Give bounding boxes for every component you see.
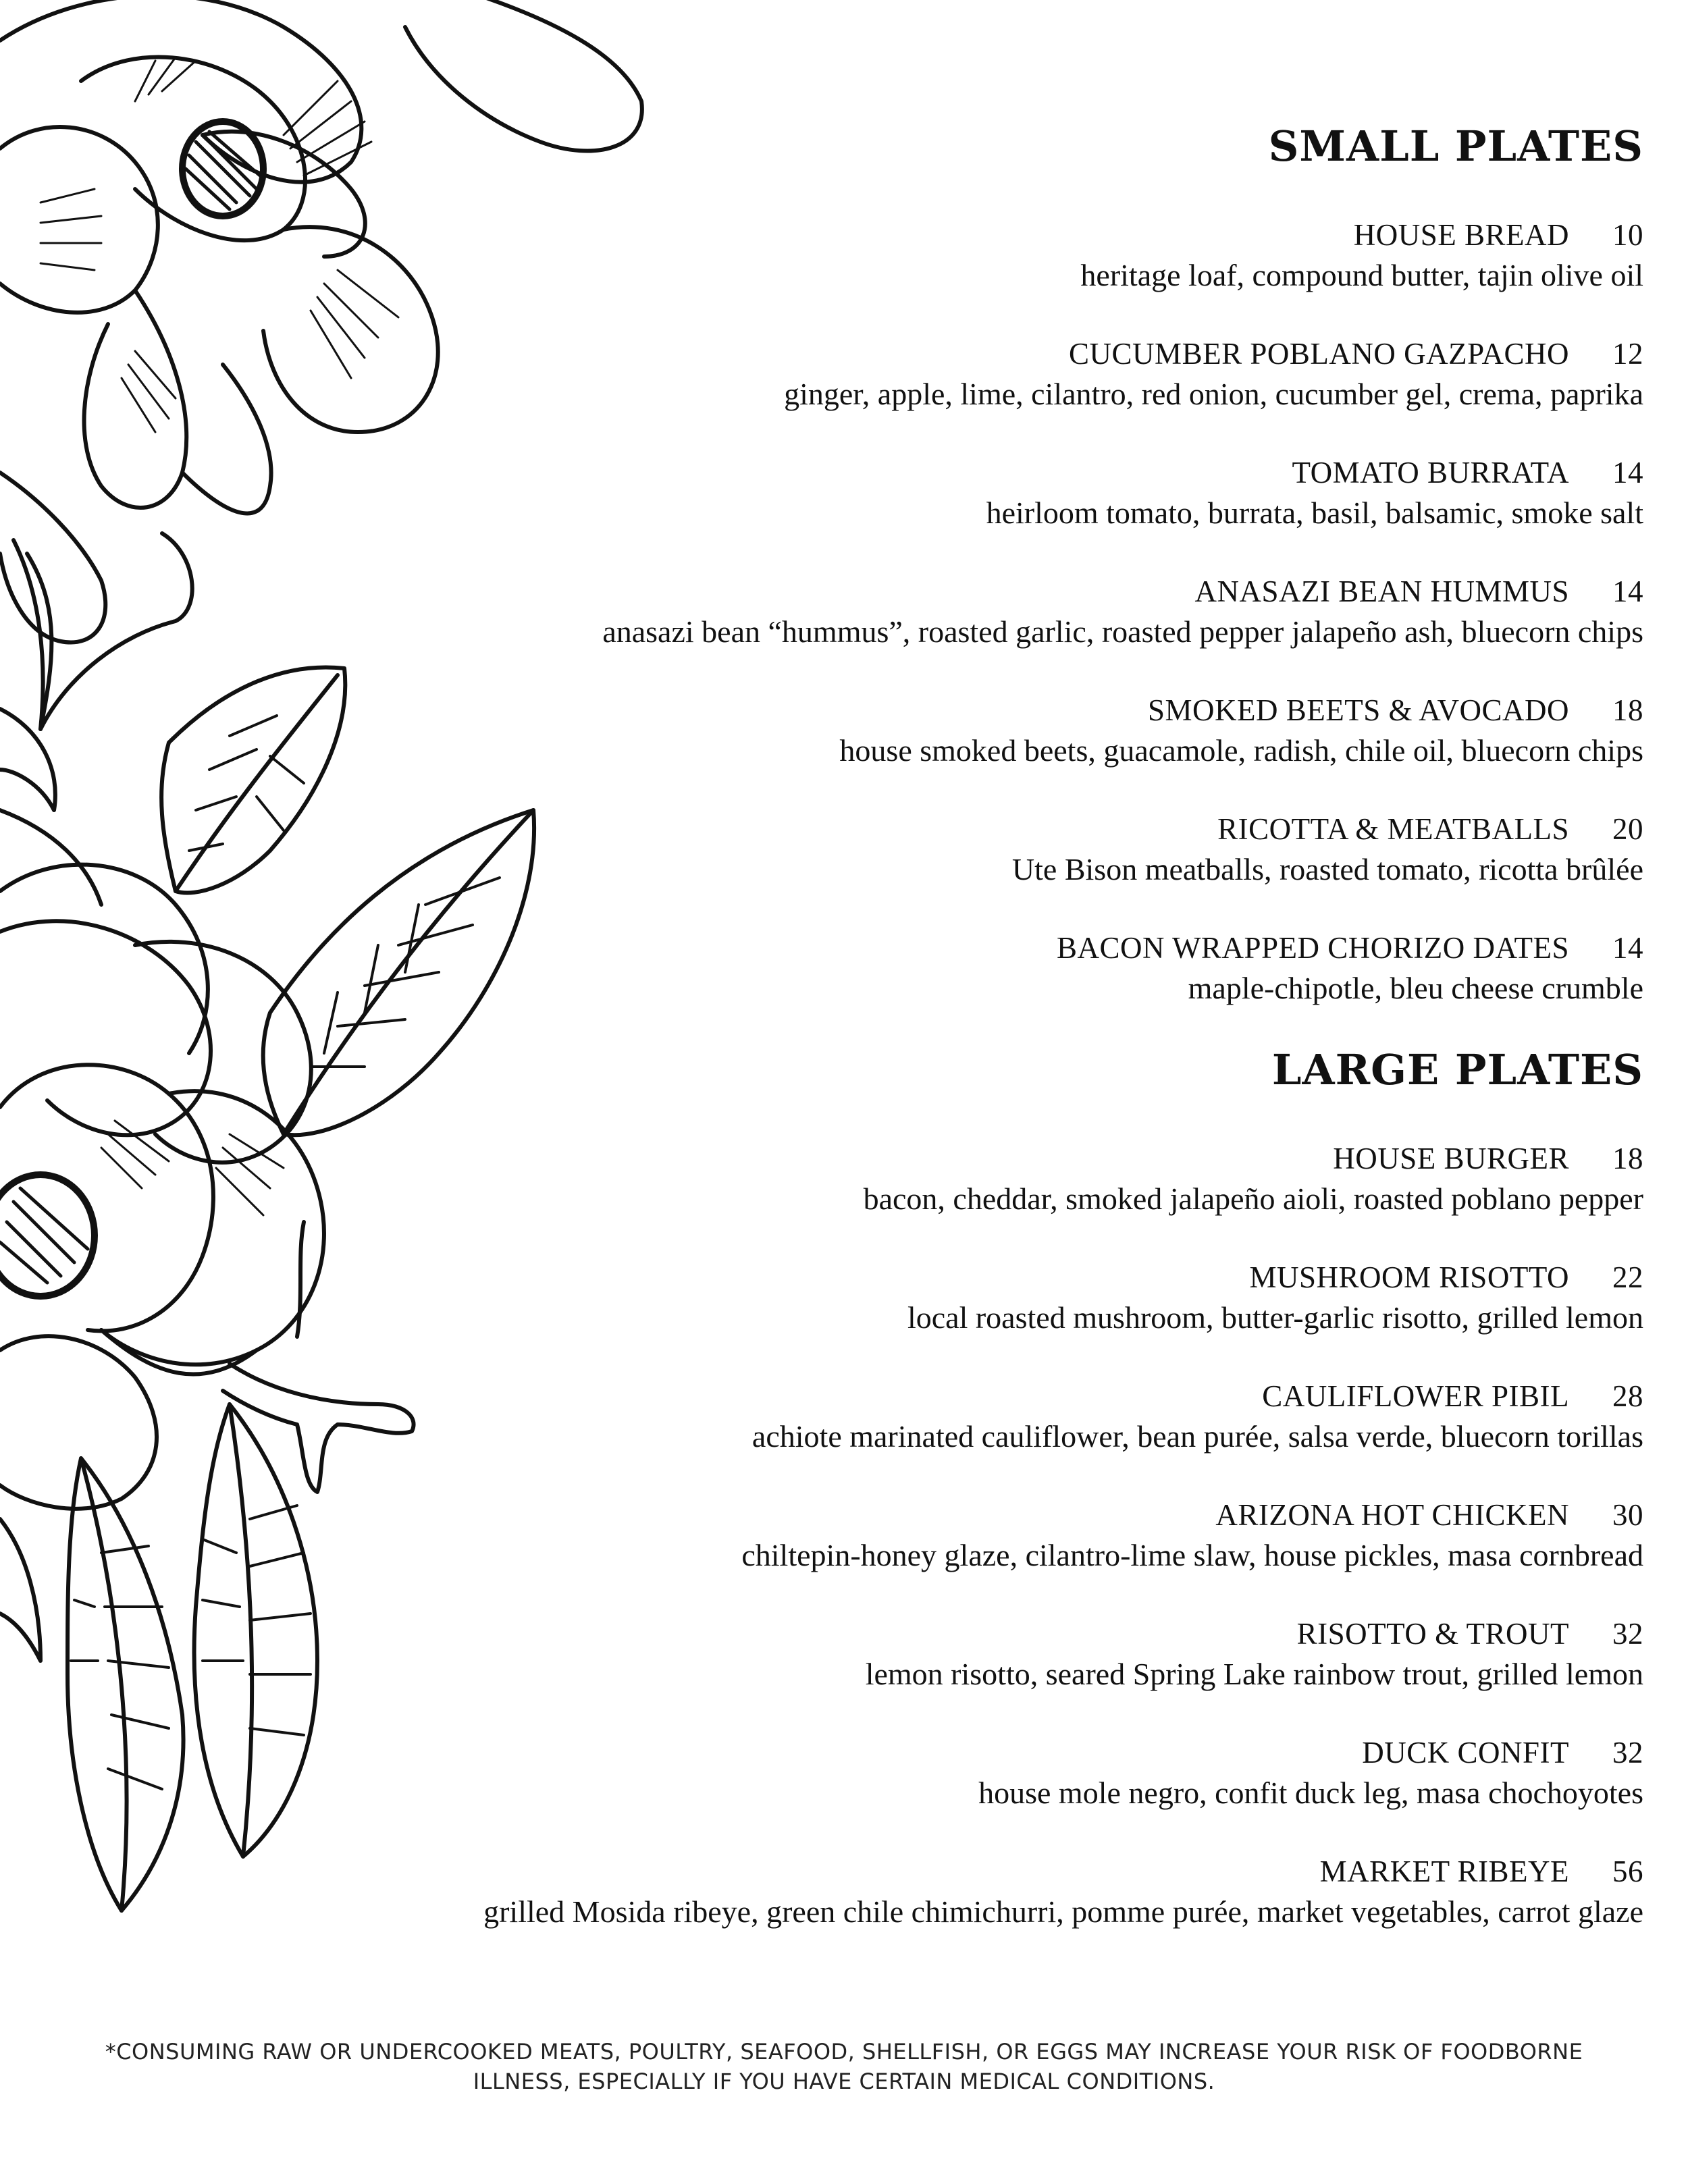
- item-price: 12: [1612, 337, 1643, 371]
- item-description: heritage loaf, compound butter, tajin olive oil: [1080, 258, 1643, 292]
- item-price: 18: [1612, 1142, 1643, 1175]
- disclaimer-line-1: *CONSUMING RAW OR UNDERCOOKED MEATS, POULTRY, SEAFOOD, SHELLFISH, OR EGGS MAY INCREASE YOUR RISK OF FOODBORNE: [105, 2039, 1583, 2065]
- menu-item: [158, 452, 1643, 533]
- item-name: DUCK CONFIT: [1362, 1736, 1569, 1769]
- item-name: BACON WRAPPED CHORIZO DATES: [1057, 931, 1569, 965]
- item-name: ANASAZI BEAN HUMMUS: [1194, 575, 1569, 608]
- item-price: 22: [1612, 1260, 1643, 1294]
- item-name: MARKET RIBEYE: [1319, 1855, 1569, 1888]
- item-price: 20: [1612, 812, 1643, 846]
- menu-item: [158, 1138, 1643, 1219]
- item-description: house mole negro, confit duck leg, masa chochoyotes: [978, 1776, 1643, 1810]
- menu-item: [158, 334, 1643, 415]
- item-name: MUSHROOM RISOTTO: [1249, 1260, 1569, 1294]
- item-name: RICOTTA & MEATBALLS: [1217, 812, 1569, 846]
- menu-item: [158, 1732, 1643, 1813]
- menu-item: [158, 215, 1643, 296]
- menu-item: [158, 1614, 1643, 1695]
- item-name: RISOTTO & TROUT: [1296, 1617, 1569, 1651]
- item-description: chiltepin-honey glaze, cilantro-lime slaw, house pickles, masa cornbread: [741, 1538, 1643, 1572]
- item-name: ARIZONA HOT CHICKEN: [1215, 1498, 1569, 1532]
- menu-item: [158, 928, 1643, 1009]
- section-title-large-plates: LARGE PLATES: [1271, 1045, 1643, 1094]
- disclaimer-line-2: ILLNESS, ESPECIALLY IF YOU HAVE CERTAIN MEDICAL CONDITIONS.: [473, 2069, 1215, 2094]
- item-price: 32: [1612, 1617, 1643, 1651]
- menu-item: [158, 690, 1643, 771]
- item-name: TOMATO BURRATA: [1292, 456, 1569, 489]
- menu-item: [158, 1851, 1643, 1932]
- item-name: HOUSE BREAD: [1353, 218, 1569, 252]
- item-name: HOUSE BURGER: [1333, 1142, 1569, 1175]
- food-safety-disclaimer: [41, 2037, 1647, 2096]
- item-description: maple-chipotle, bleu cheese crumble: [1188, 971, 1643, 1005]
- item-description: ginger, apple, lime, cilantro, red onion, cucumber gel, crema, paprika: [784, 377, 1643, 411]
- menu-item: [158, 1376, 1643, 1457]
- item-price: 14: [1612, 456, 1643, 489]
- item-description: local roasted mushroom, butter-garlic risotto, grilled lemon: [907, 1300, 1643, 1335]
- item-description: anasazi bean “hummus”, roasted garlic, roasted pepper jalapeño ash, bluecorn chips: [602, 614, 1643, 649]
- menu-item: [158, 1495, 1643, 1576]
- item-name: CUCUMBER POBLANO GAZPACHO: [1069, 337, 1569, 371]
- item-price: 32: [1612, 1736, 1643, 1769]
- item-name: CAULIFLOWER PIBIL: [1262, 1379, 1569, 1413]
- item-price: 10: [1612, 218, 1643, 252]
- item-description: house smoked beets, guacamole, radish, chile oil, bluecorn chips: [839, 733, 1643, 768]
- item-name: SMOKED BEETS & AVOCADO: [1148, 693, 1569, 727]
- menu-item: [158, 571, 1643, 652]
- item-price: 14: [1612, 575, 1643, 608]
- menu-item: [158, 809, 1643, 890]
- item-description: Ute Bison meatballs, roasted tomato, ricotta brûlée: [1011, 852, 1643, 886]
- item-description: bacon, cheddar, smoked jalapeño aioli, roasted poblano pepper: [863, 1181, 1643, 1216]
- item-price: 18: [1612, 693, 1643, 727]
- menu-item: [158, 1257, 1643, 1338]
- item-description: lemon risotto, seared Spring Lake rainbow trout, grilled lemon: [865, 1657, 1643, 1691]
- item-price: 30: [1612, 1498, 1643, 1532]
- section-title-small-plates: SMALL PLATES: [1268, 122, 1643, 171]
- item-description: achiote marinated cauliflower, bean purée, salsa verde, bluecorn torillas: [751, 1419, 1643, 1454]
- item-price: 14: [1612, 931, 1643, 965]
- item-description: heirloom tomato, burrata, basil, balsamic, smoke salt: [986, 496, 1643, 530]
- item-description: grilled Mosida ribeye, green chile chimichurri, pomme purée, market vegetables, carrot glaze: [483, 1894, 1643, 1929]
- item-price: 28: [1612, 1379, 1643, 1413]
- item-price: 56: [1612, 1855, 1643, 1888]
